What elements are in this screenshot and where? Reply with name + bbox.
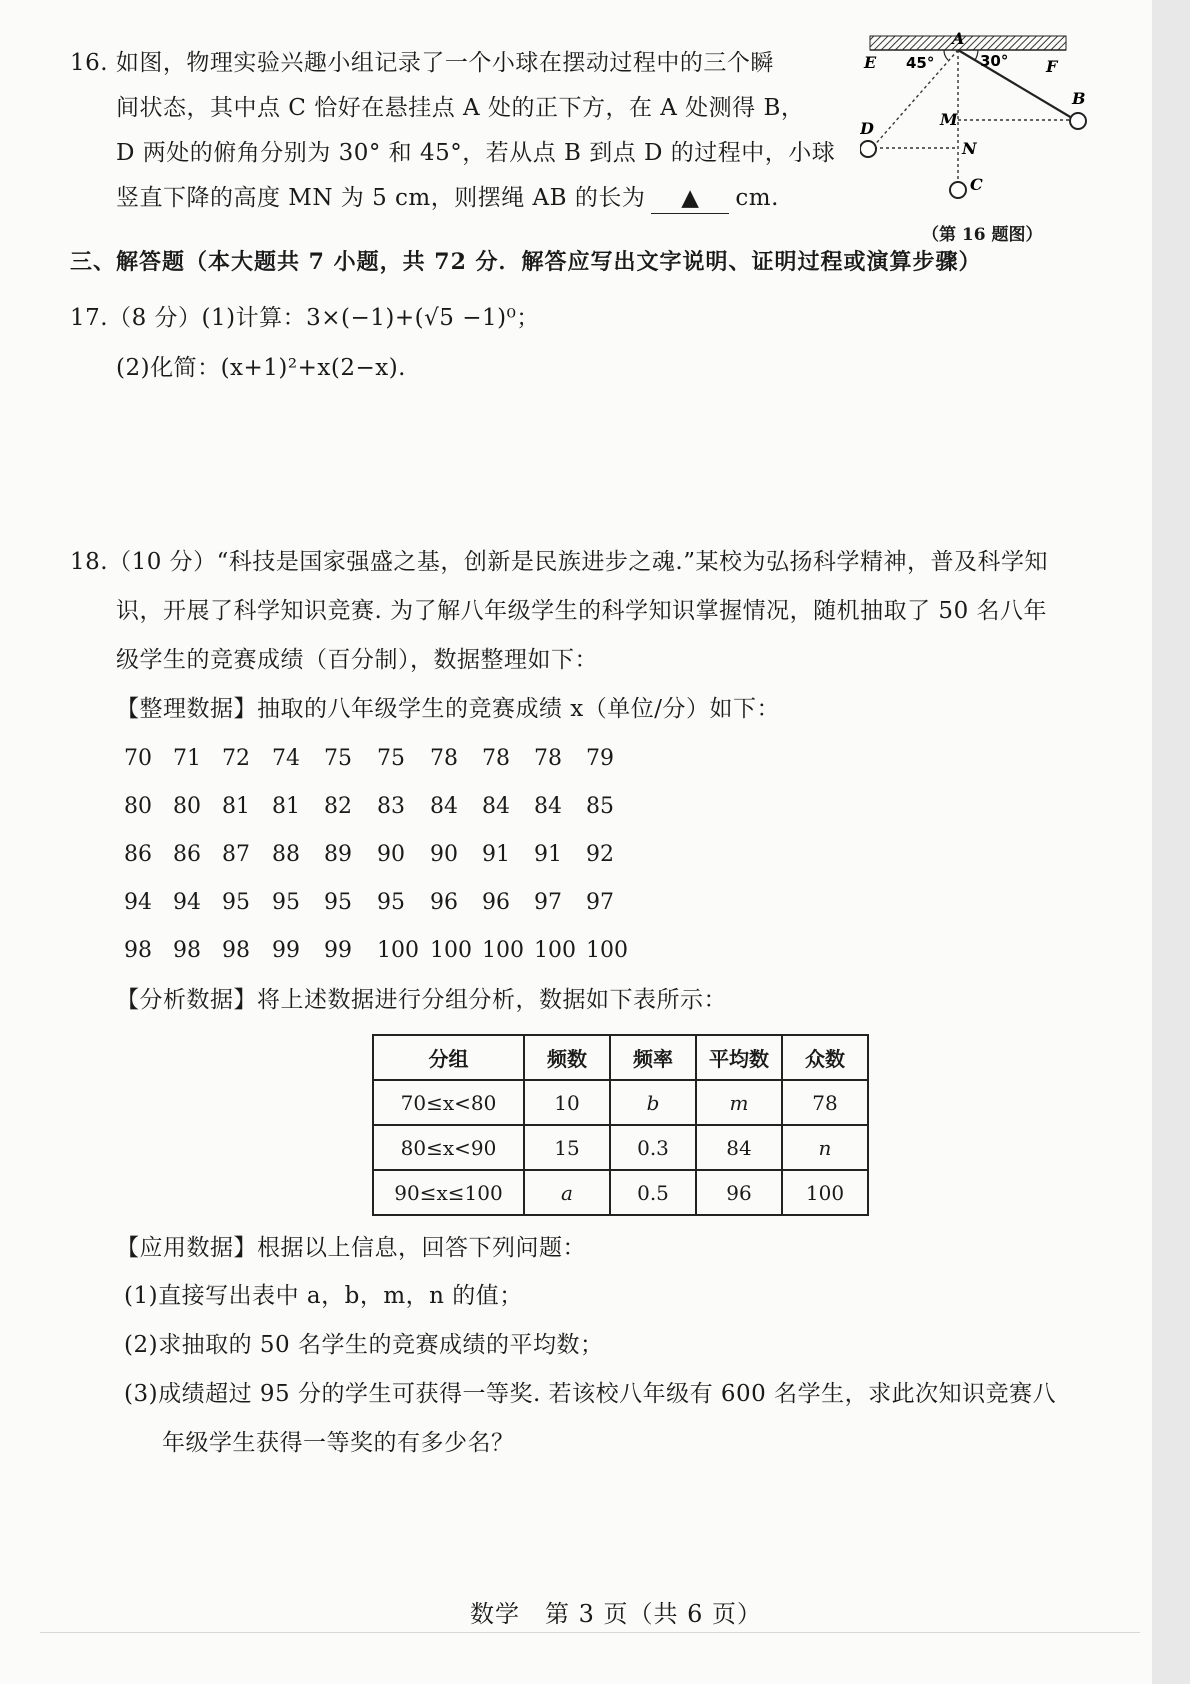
table-cell: 0.5 [610,1170,696,1215]
ball-D [860,141,876,157]
score: 100 [586,938,628,963]
table-header-row [373,1035,868,1080]
score: 97 [586,890,614,915]
score: 78 [534,746,562,771]
score: 90 [430,842,458,867]
score: 100 [534,938,576,963]
score: 94 [124,890,152,915]
label-F: F [1046,57,1058,76]
q18-question-2: (2)求抽取的 50 名学生的竞赛成绩的平均数； [124,1332,604,1358]
q16-line-4 [116,183,779,214]
table-header: 频率 [610,1035,696,1080]
q17-line-2: (2)化简：(x+1)²+x(2−x). [116,355,406,381]
q18-intro-1: 18.（10 分）“科技是国家强盛之基，创新是民族进步之魂.”某校为弘扬科学精神，普及科学知 [70,549,1048,575]
score: 81 [222,794,250,819]
ball-C [950,182,966,198]
score: 89 [324,842,352,867]
q18-intro-2: 识，开展了科学知识竞赛. 为了解八年级学生的科学知识掌握情况，随机抽取了 50 名八年 [116,598,1048,624]
score: 90 [377,842,405,867]
score: 87 [222,842,250,867]
q18-intro-3: 级学生的竞赛成绩（百分制），数据整理如下： [116,647,598,673]
score: 85 [586,794,614,819]
q16-line-3: D 两处的俯角分别为 30° 和 45°，若从点 B 到点 D 的过程中，小球 [116,140,836,166]
table-row [373,1170,868,1215]
table-cell: 70≤x<80 [373,1080,524,1125]
apply-data-label: 【应用数据】根据以上信息，回答下列问题： [116,1235,586,1261]
table-cell: 84 [696,1125,782,1170]
score: 84 [430,794,458,819]
score: 84 [534,794,562,819]
q18-question-3-cont: 年级学生获得一等奖的有多少名？ [162,1430,515,1456]
q16-line-4-text: 竖直下降的高度 MN 为 5 cm，则摆绳 AB 的长为 [116,185,646,211]
scrollbar-track[interactable] [1152,0,1190,1684]
label-30deg: 30° [980,52,1009,70]
score: 81 [272,794,300,819]
table-header: 分组 [373,1035,524,1080]
score: 79 [586,746,614,771]
label-B: B [1072,89,1086,108]
q18-question-3: (3)成绩超过 95 分的学生可获得一等奖. 若该校八年级有 600 名学生，求此次知识竞赛八 [124,1381,1057,1407]
ceiling-bar [870,36,1066,50]
score: 91 [534,842,562,867]
label-N: N [962,139,977,158]
score: 91 [482,842,510,867]
label-D: D [860,119,874,138]
label-45deg: 45° [906,54,935,72]
label-C: C [970,175,983,194]
table-header: 平均数 [696,1035,782,1080]
score: 78 [482,746,510,771]
q18-question-1: (1)直接写出表中 a，b，m，n 的值； [124,1283,523,1309]
score: 83 [377,794,405,819]
score: 100 [482,938,524,963]
table-cell: 90≤x≤100 [373,1170,524,1215]
table-cell: 78 [782,1080,868,1125]
score: 96 [430,890,458,915]
table-cell: 96 [696,1170,782,1215]
q16-line-1: 16. 如图，物理实验兴趣小组记录了一个小球在摆动过程中的三个瞬 [70,50,774,76]
score: 78 [430,746,458,771]
score: 75 [377,746,405,771]
score: 99 [324,938,352,963]
table-cell: b [610,1080,696,1125]
score: 94 [173,890,201,915]
table-cell: a [524,1170,610,1215]
score: 95 [272,890,300,915]
table-cell: m [696,1080,782,1125]
score: 98 [173,938,201,963]
score: 97 [534,890,562,915]
label-E: E [864,53,877,72]
score: 92 [586,842,614,867]
score: 95 [324,890,352,915]
score: 98 [222,938,250,963]
q16-line-2: 间状态，其中点 C 恰好在悬挂点 A 处的正下方，在 A 处测得 B， [116,95,805,121]
score: 100 [430,938,472,963]
table-cell: 10 [524,1080,610,1125]
score: 84 [482,794,510,819]
score: 80 [124,794,152,819]
organize-data-label: 【整理数据】抽取的八年级学生的竞赛成绩 x（单位/分）如下： [116,696,781,722]
score: 72 [222,746,250,771]
table-cell: 15 [524,1125,610,1170]
score: 82 [324,794,352,819]
score: 95 [377,890,405,915]
score: 71 [173,746,201,771]
score: 88 [272,842,300,867]
page-footer: 数学 第 3 页（共 6 页） [470,1600,763,1628]
table-cell: 0.3 [610,1125,696,1170]
score: 70 [124,746,152,771]
figure-caption: （第 16 题图） [922,225,1043,245]
score: 86 [124,842,152,867]
score: 86 [173,842,201,867]
frequency-table [372,1034,869,1216]
score: 95 [222,890,250,915]
pendulum-figure [860,28,1110,223]
score: 100 [377,938,419,963]
score: 99 [272,938,300,963]
section-3-heading: 三、解答题（本大题共 7 小题，共 72 分．解答应写出文字说明、证明过程或演算步骤） [70,249,982,275]
score: 96 [482,890,510,915]
table-row [373,1125,868,1170]
table-header: 众数 [782,1035,868,1080]
score: 74 [272,746,300,771]
analyze-data-label: 【分析数据】将上述数据进行分组分析，数据如下表所示： [116,987,727,1013]
score: 75 [324,746,352,771]
table-cell: n [782,1125,868,1170]
table-header: 频数 [524,1035,610,1080]
score: 98 [124,938,152,963]
score: 80 [173,794,201,819]
table-cell: 80≤x<90 [373,1125,524,1170]
answer-blank: ▲ [651,183,729,214]
q17-line-1: 17.（8 分）(1)计算：3×(−1)+(√5 −1)⁰； [70,305,540,331]
table-row [373,1080,868,1125]
q16-unit: cm. [735,185,779,211]
bottom-divider [40,1632,1140,1633]
label-M: M [940,110,958,129]
table-cell: 100 [782,1170,868,1215]
ball-B [1070,113,1086,129]
label-A: A [952,29,965,48]
